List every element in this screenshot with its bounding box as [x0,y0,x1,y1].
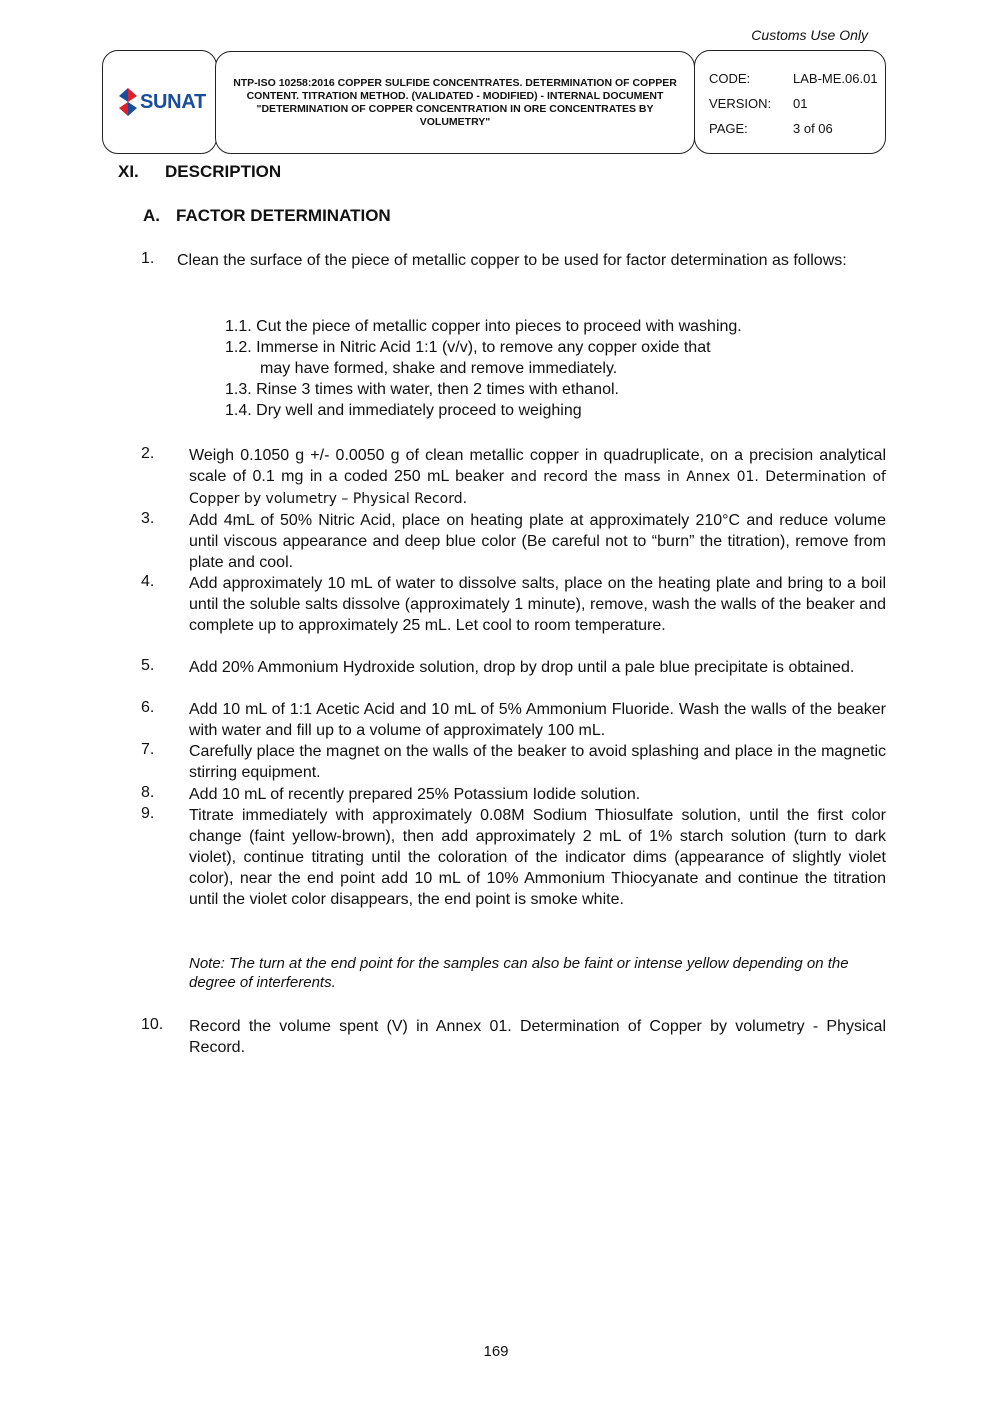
end-point-note: Note: The turn at the end point for the samples can also be faint or intense yellow depending on the degree of interferents. [189,955,849,991]
step-6-number: 6. [141,699,155,716]
step-8-text: Add 10 mL of recently prepared 25% Potassium Iodide solution. [189,786,641,803]
section-title: DESCRIPTION [165,162,282,181]
step-1-3: 1.3. Rinse 3 times with water, then 2 times with ethanol. [225,381,619,398]
step-2-number: 2. [141,445,155,462]
step-4-text: Add approximately 10 mL of water to dissolve salts, place on the heating plate and bring to a boil until the soluble salts dissolve (approximately 1 minute), remove, wash the walls of the beaker and complete up to approximately 25 mL. Let cool to room temperature. [189,575,886,634]
step-7-text: Carefully place the magnet on the walls of the beaker to avoid splashing and place in the magnetic stirring equipment. [189,743,886,781]
sunat-logo [117,87,206,117]
step-7-number: 7. [141,741,155,758]
page-label: PAGE: [709,121,748,136]
step-8-number: 8. [141,784,155,801]
step-6-text: Add 10 mL of 1:1 Acetic Acid and 10 mL of 5% Ammonium Fluoride. Wash the walls of the beaker with water and fill up to a volume of approximately 100 mL. [189,701,886,739]
step-1-number: 1. [141,250,155,267]
title-box [215,51,695,154]
meta-box [694,50,886,154]
page-number: 169 [483,1343,509,1360]
step-1-1: 1.1. Cut the piece of metallic copper into pieces to proceed with washing. [225,318,742,335]
step-4-number: 4. [141,573,155,590]
code-label: CODE: [709,71,751,86]
step-1-text: Clean the surface of the piece of metallic copper to be used for factor determination as follows: [177,252,847,269]
step-9-text: Titrate immediately with approximately 0.08M Sodium Thiosulfate solution, until the first color change (faint yellow-brown), then add approximately 2 mL of 1% starch solution (turn to dark violet), continue titrating until the coloration of the indicator dims (appearance of slightly violet color), near the end point add 10 mL of 10% Ammonium Thiocyanate and continue the titration until the violet color disappears, the end point is smoke white. [189,807,886,908]
step-1-4: 1.4. Dry well and immediately proceed to weighing [225,402,582,419]
step-5-text: Add 20% Ammonium Hydroxide solution, drop by drop until a pale blue precipitate is obtained. [189,659,855,676]
code-row [709,71,878,86]
page-row [709,121,833,136]
step-2-text [189,445,886,510]
step-2-tail: and record the mass in Annex 01. Determination of Copper by volumetry – Physical Record. [189,469,886,507]
step-5-number: 5. [141,657,155,674]
step-10-text: Record the volume spent (V) in Annex 01. Determination of Copper by volumetry - Physical Record. [189,1018,886,1056]
page-value: 3 of 06 [793,121,833,136]
step-1-2-continued: may have formed, shake and remove immediately. [260,360,618,377]
document-title: NTP-ISO 10258:2016 COPPER SULFIDE CONCENTRATES. DETERMINATION OF COPPER CONTENT. TITRATION METHOD. (VALIDATED - MODIFIED) - INTERNAL DOCUMENT "DETERMINATION OF COPPER CONCENTRATION IN ORE CONCENTRATES BY VOLUMETRY" [233,76,677,128]
step-1-2: 1.2. Immerse in Nitric Acid 1:1 (v/v), to remove any copper oxide that [225,339,711,356]
logo-box [102,50,217,154]
step-9-number: 9. [141,805,155,822]
version-label: VERSION: [709,96,772,111]
subsection-title: FACTOR DETERMINATION [176,206,391,225]
customs-use-note: Customs Use Only [751,27,868,43]
step-2-main: Weigh 0.1050 g +/- 0.0050 g of clean metallic copper in quadruplicate, on a precision analytical scale of 0.1 mg in a coded 250 mL beaker [189,447,886,485]
sunat-emblem-icon [117,87,139,117]
version-row [709,96,807,111]
section-number: XI. [118,162,139,181]
code-value: LAB-ME.06.01 [793,71,878,86]
step-3-number: 3. [141,510,155,527]
step-10-number: 10. [141,1016,164,1033]
subsection-letter: A. [143,206,160,225]
step-3-text: Add 4mL of 50% Nitric Acid, place on heating plate at approximately 210°C and reduce volume until viscous appearance and deep blue color (Be careful not to “burn” the titration), remove from plate and cool. [189,512,886,571]
version-value: 01 [793,96,808,111]
logo-text: SUNAT [140,90,206,113]
